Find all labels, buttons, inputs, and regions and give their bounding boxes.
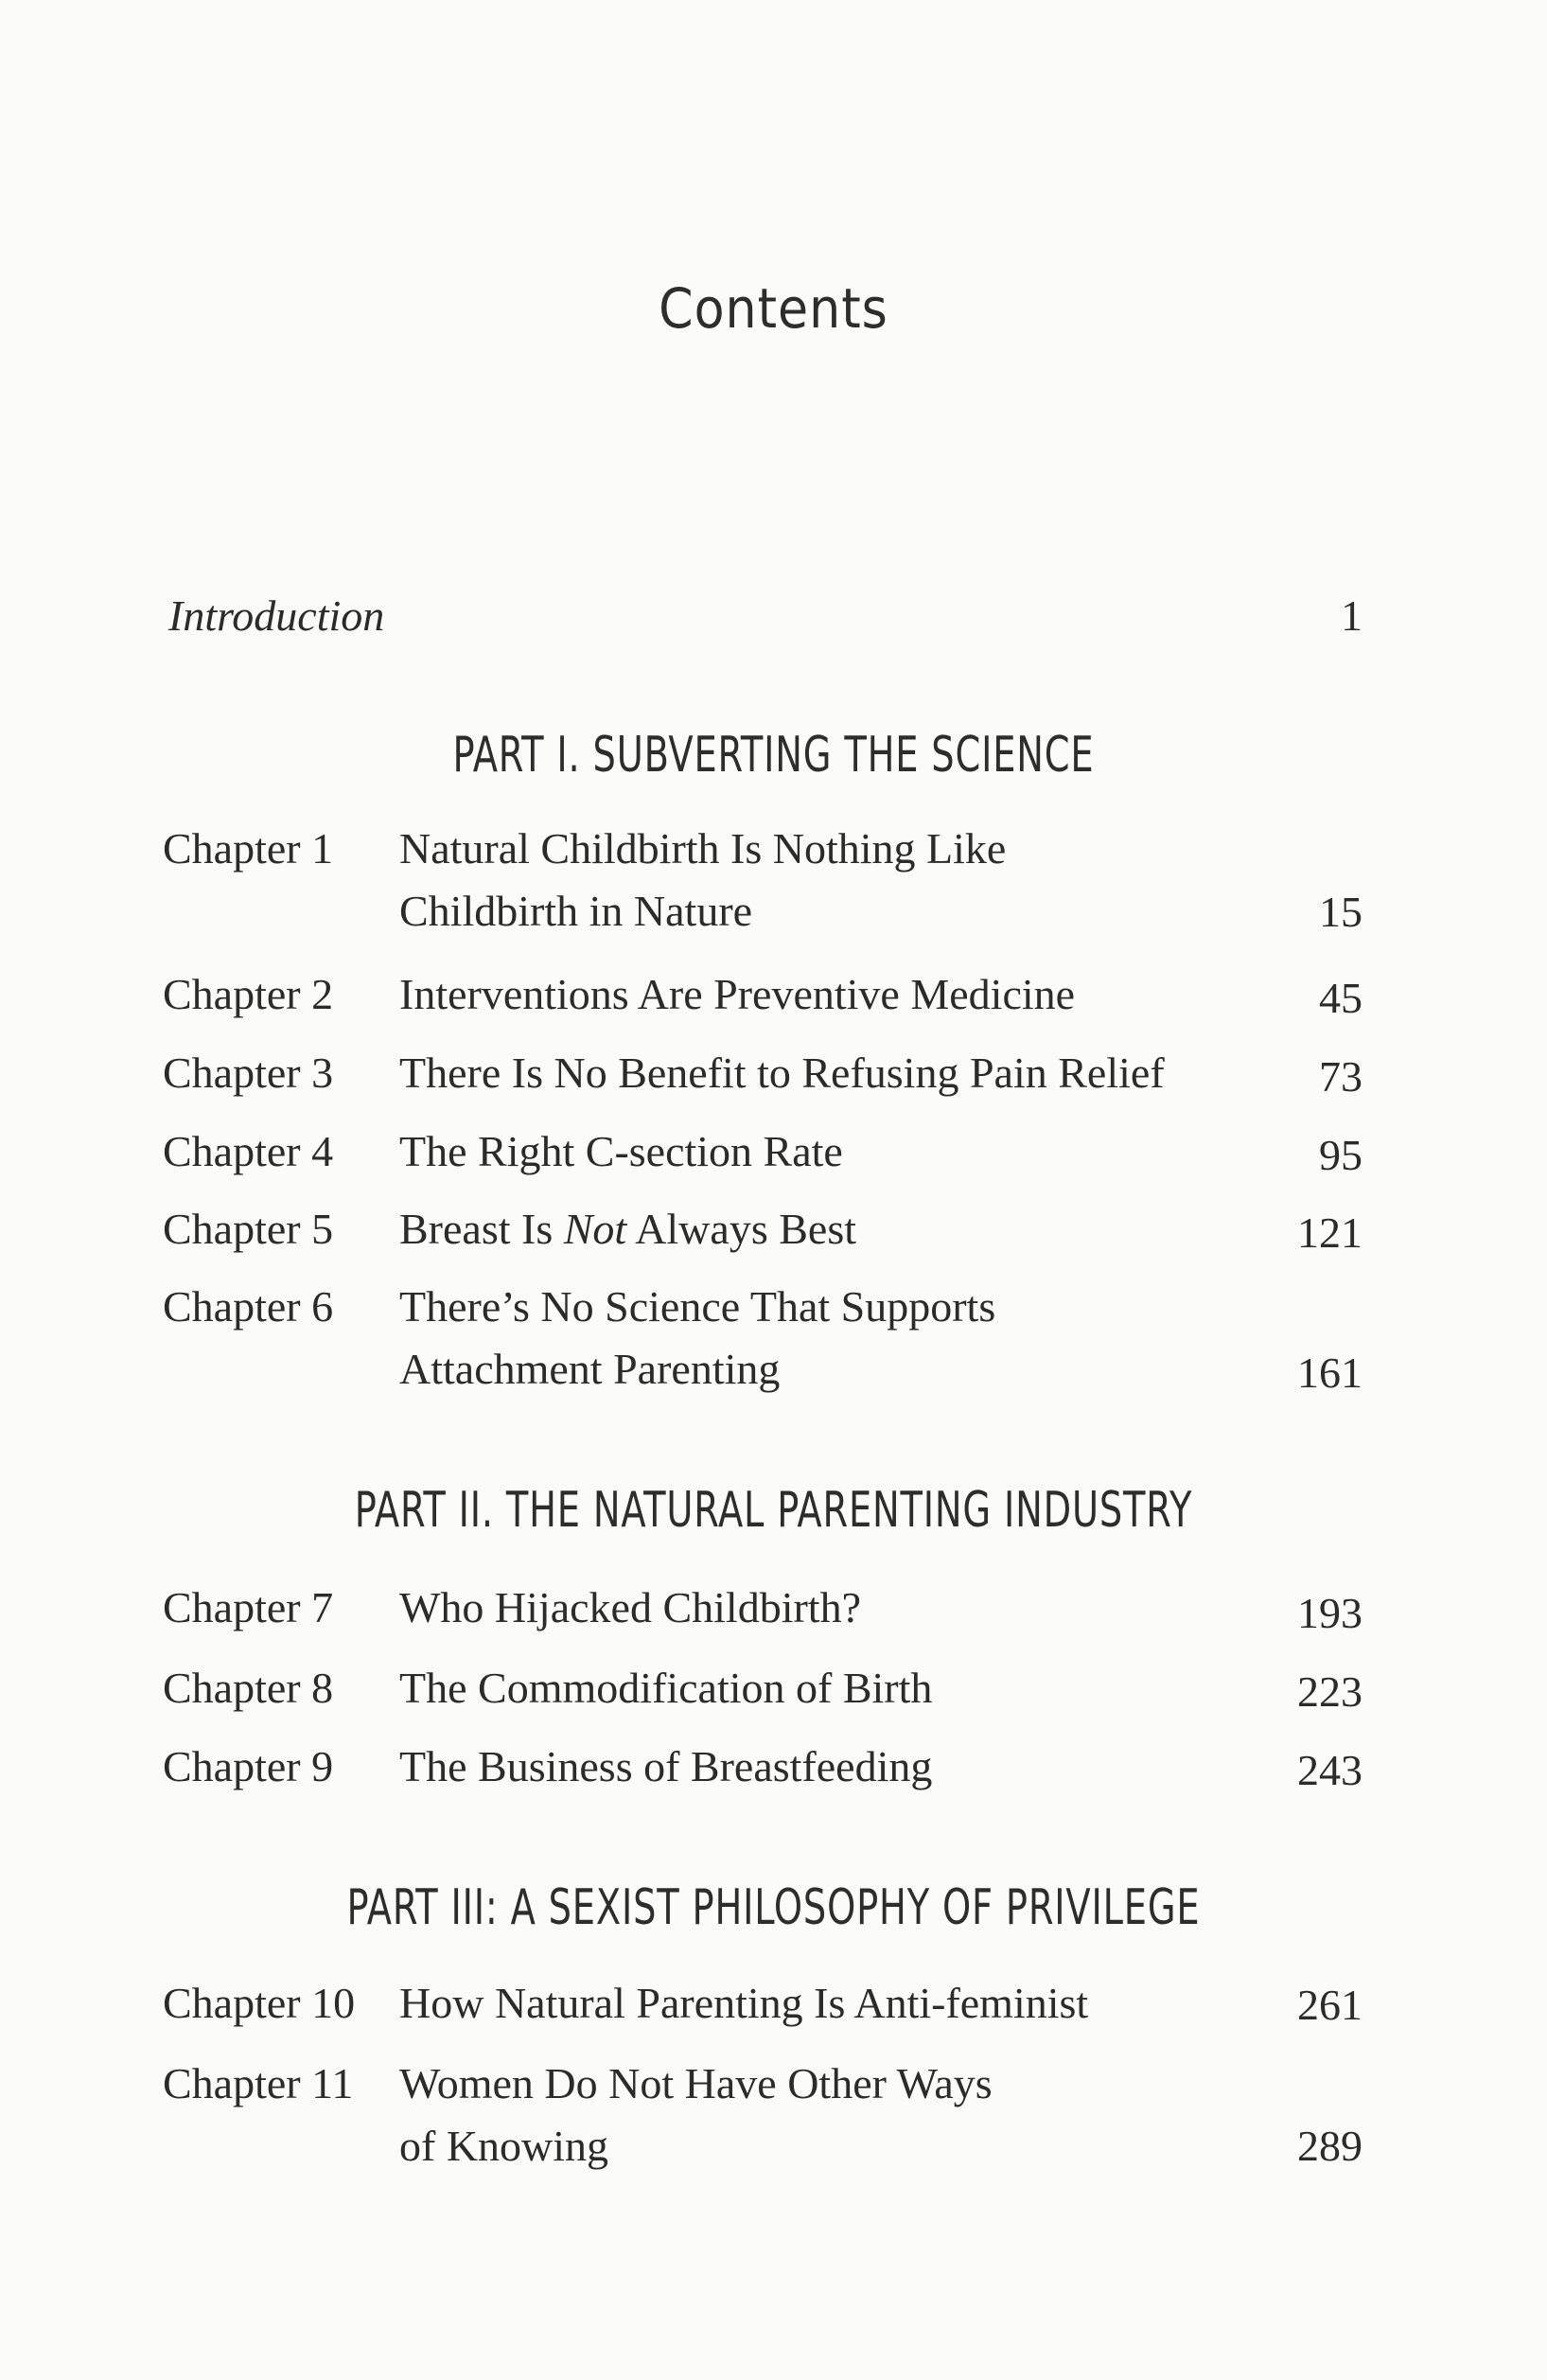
entry-title: Introduction	[168, 591, 385, 640]
page-title: Contents	[659, 276, 888, 341]
chapter-title	[399, 2053, 1251, 2177]
chapter-title-line: Women Do Not Have Other Ways	[399, 2059, 993, 2107]
page-number: 289	[1297, 2122, 1362, 2170]
page-number: 45	[1319, 974, 1362, 1022]
part-heading: PART II. THE NATURAL PARENTING INDUSTRY	[354, 1482, 1193, 1539]
chapter-title: How Natural Parenting Is Anti-feminist	[399, 1979, 1089, 2027]
toc-entry-chapter-1[interactable]	[163, 823, 1362, 948]
page-number: 1	[1341, 591, 1362, 640]
page-number: 15	[1319, 888, 1362, 936]
toc-entry-introduction[interactable]	[168, 591, 1362, 647]
toc-entry-chapter-10[interactable]	[163, 1978, 1362, 2035]
chapter-title-part: Breast Is	[399, 1205, 564, 1253]
page-number: 121	[1297, 1208, 1362, 1257]
chapter-title-line: Natural Childbirth Is Nothing Like	[399, 824, 1007, 873]
toc-entry-chapter-3[interactable]	[163, 1048, 1362, 1104]
chapter-title-line: Childbirth in Nature	[399, 887, 753, 935]
chapter-title-line: There’s No Science That Supports	[399, 1282, 996, 1331]
chapter-title: The Commodification of Birth	[399, 1664, 933, 1712]
chapter-title: The Business of Breastfeeding	[399, 1742, 933, 1790]
chapter-title-line: Attachment Parenting	[399, 1345, 781, 1393]
chapter-label: Chapter 9	[163, 1742, 334, 1790]
chapter-title-line: of Knowing	[399, 2122, 609, 2170]
toc-entry-chapter-8[interactable]	[163, 1663, 1362, 1719]
chapter-label: Chapter 4	[163, 1127, 334, 1175]
chapter-title: The Right C-section Rate	[399, 1127, 843, 1175]
toc-entry-chapter-4[interactable]	[163, 1126, 1362, 1183]
chapter-title-emphasis: Not	[563, 1205, 627, 1253]
chapter-label: Chapter 3	[163, 1049, 334, 1097]
chapter-label: Chapter 2	[163, 970, 334, 1018]
chapter-label: Chapter 1	[163, 824, 334, 873]
page-number: 243	[1297, 1746, 1362, 1794]
part-heading: PART III: A SEXIST PHILOSOPHY OF PRIVILEGE	[346, 1879, 1201, 1936]
toc-entry-chapter-6[interactable]	[163, 1281, 1362, 1406]
toc-entry-chapter-9[interactable]	[163, 1741, 1362, 1798]
chapter-label: Chapter 10	[163, 1979, 356, 2027]
chapter-title: There Is No Benefit to Refusing Pain Relief	[399, 1049, 1165, 1097]
toc-entry-chapter-7[interactable]	[163, 1582, 1362, 1639]
toc-entry-chapter-2[interactable]	[163, 969, 1362, 1026]
page-number: 261	[1297, 1981, 1362, 2029]
page-number: 95	[1319, 1131, 1362, 1179]
page-number: 193	[1297, 1589, 1362, 1637]
part-heading: PART I. SUBVERTING THE SCIENCE	[452, 727, 1095, 784]
toc-entry-chapter-11[interactable]	[163, 2058, 1362, 2183]
chapter-label: Chapter 5	[163, 1205, 334, 1253]
chapter-title: Who Hijacked Childbirth?	[399, 1583, 861, 1631]
page-number: 73	[1319, 1052, 1362, 1101]
chapter-title	[399, 1198, 1251, 1261]
chapter-title-part: Always Best	[626, 1205, 856, 1253]
chapter-title	[399, 818, 1251, 943]
chapter-label: Chapter 6	[163, 1282, 334, 1331]
toc-entry-chapter-5[interactable]	[163, 1204, 1362, 1261]
chapter-title	[399, 1276, 1251, 1401]
chapter-label: Chapter 11	[163, 2059, 354, 2107]
chapter-title: Interventions Are Preventive Medicine	[399, 970, 1076, 1018]
page-number: 223	[1297, 1667, 1362, 1716]
chapter-label: Chapter 7	[163, 1583, 334, 1631]
chapter-label: Chapter 8	[163, 1664, 334, 1712]
page-number: 161	[1297, 1349, 1362, 1397]
